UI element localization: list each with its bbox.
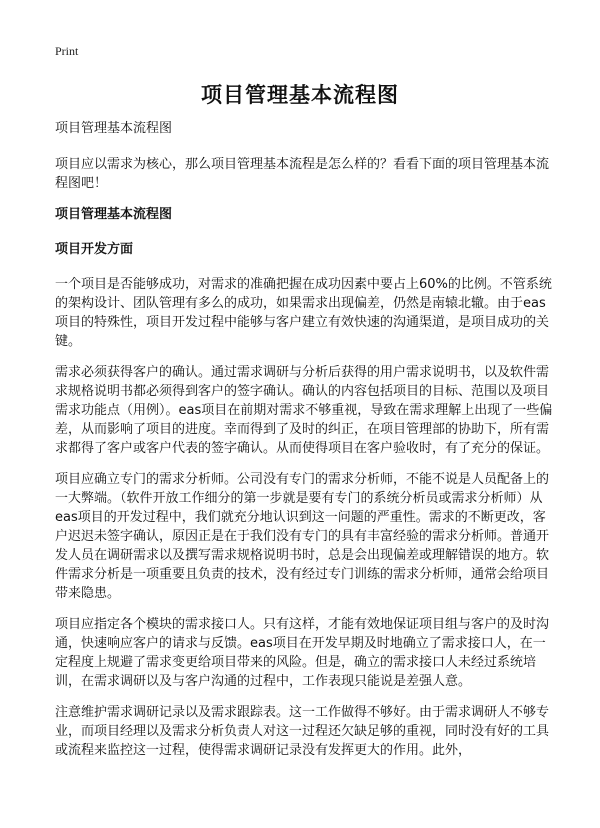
paragraph: 需求必须获得客户的确认。通过需求调研与分析后获得的用户需求说明书，以及软件需求规格说明书都必须得到客户的签字确认。确认的内容包括项目的目标、范围以及项目需求功能点（用例）。eas项目在前期对需求不够重视，导致在需求理解上出现了一些偏差，从而影响了项目的进度。幸而得到了及时的纠正，在项目管理部的协助下，所有需求都得了客户或客户代表的签字确认。从而使得项目在客户验收时，有了充分的保证。: [55, 365, 553, 456]
print-link[interactable]: Print: [55, 44, 79, 58]
section-heading: 项目管理基本流程图: [55, 207, 173, 222]
subsection-heading: 项目开发方面: [55, 242, 134, 257]
paragraph: 项目应指定各个模块的需求接口人。只有这样，才能有效地保证项目组与客户的及时沟通，快速响应客户的请求与反馈。eas项目在开发早期及时地确立了需求接口人，在一定程度上规避了需求变更给项目带来的风险。但是，确立的需求接口人未经过系统培训，在需求调研以及与客户沟通的过程中，工作表现只能说是差强人意。: [55, 617, 550, 689]
paragraph: 一个项目是否能够成功，对需求的准确把握在成功因素中要占上60%的比例。不管系统的架构设计、团队管理有多么的成功，如果需求出现偏差，仍然是南辕北辙。由于eas项目的特殊性，项目开发过程中能够与客户建立有效快速的沟通渠道，是项目成功的关键。: [55, 277, 552, 349]
page-title: 项目管理基本流程图: [201, 83, 399, 107]
article-subtitle: 项目管理基本流程图: [55, 121, 173, 136]
paragraph: 注意维护需求调研记录以及需求跟踪表。这一工作做得不够好。由于需求调研人不够专业，而项目经理以及需求分析负责人对这一过程还欠缺足够的重视，同时没有好的工具或流程来监控这一过程，使得需求调研记录没有发挥更大的作用。此外，: [55, 705, 550, 758]
intro-paragraph: 项目应以需求为核心，那么项目管理基本流程是怎么样的？看看下面的项目管理基本流程图吧！: [55, 157, 550, 191]
article-body: [55, 119, 557, 772]
paragraph: 项目应确立专门的需求分析师。公司没有专门的需求分析师，不能不说是人员配备上的一大弊端。（软件开放工作细分的第一步就是要有专门的系统分析员或需求分析师）从eas项目的开发过程中，我们就充分地认识到这一问题的严重性。需求的不断更改，客户迟迟未签字确认，原因正是在于我们没有专门的具有丰富经验的需求分析师。普通开发人员在调研需求以及撰写需求规格说明书时，总是会出现偏差或理解错误的地方。软件需求分析是一项重要且负责的技术，没有经过专门训练的需求分析师，通常会给项目带来隐患。: [55, 472, 550, 601]
